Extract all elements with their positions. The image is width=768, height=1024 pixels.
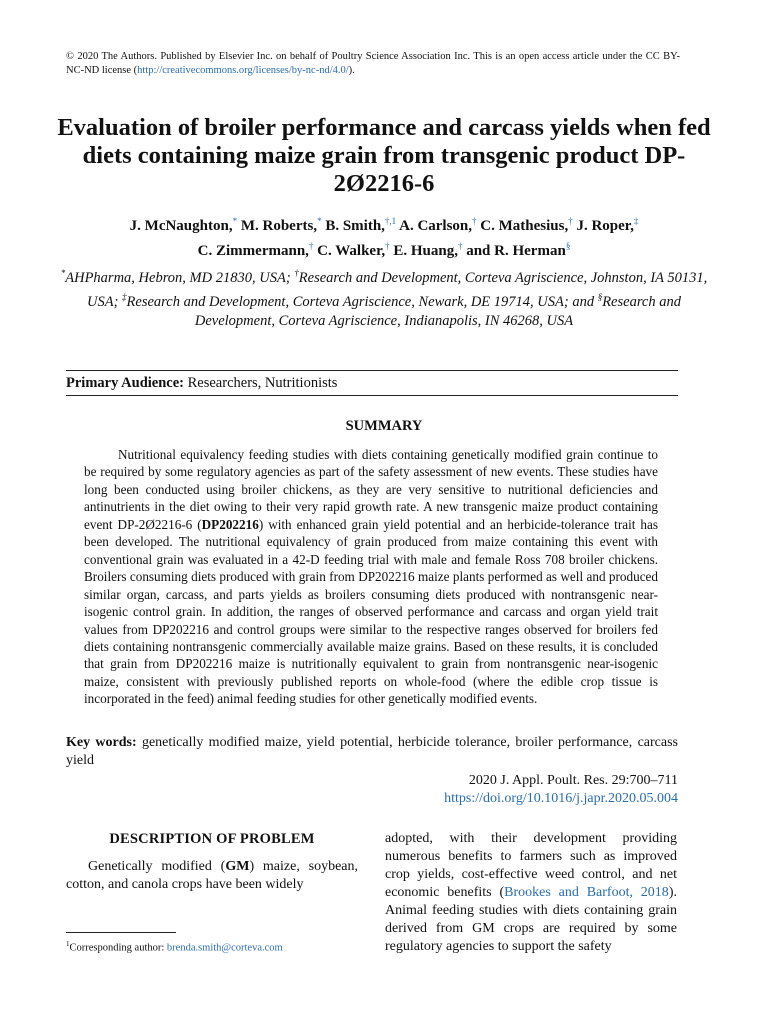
author[interactable]: and R. Herman§ <box>466 241 571 259</box>
summary-heading: SUMMARY <box>345 418 423 434</box>
author-mark: † <box>472 216 477 226</box>
divider-top <box>66 370 678 371</box>
license-link[interactable]: http://creativecommons.org/licenses/by-nc-nd/4.0/ <box>137 65 349 76</box>
keywords-value: genetically modified maize, yield potential, herbicide tolerance, broiler performance, carcass yield <box>66 735 678 768</box>
author[interactable]: J. Roper,‡ <box>576 216 639 234</box>
affiliations <box>60 264 708 331</box>
author-mark: † <box>308 241 314 251</box>
email-link[interactable]: brenda.smith@corteva.com <box>166 942 283 954</box>
affil-mark: § <box>597 291 603 302</box>
right-column: adopted, with their development providing numerous benefits to farmers such as improved crop yields, cost-effective weed control, and net economic benefits (Brookes and Barfoot, 2018). Animal feeding studies with diets containing grain derived from GM crops are required by some regulatory agencies to support the safety <box>385 831 677 954</box>
author[interactable]: M. Roberts,* <box>240 216 322 234</box>
author[interactable]: J. McNaughton,* <box>129 216 238 234</box>
author-mark: ‡ <box>633 216 639 226</box>
doi-link[interactable]: https://doi.org/10.1016/j.japr.2020.05.004 <box>444 791 678 806</box>
author[interactable]: C. Walker,† <box>317 241 390 259</box>
author-mark: § <box>565 241 571 251</box>
author-mark: † <box>457 241 463 251</box>
affil-text: Research and Development, Corteva Agriscience, Johnston, IA 50131, USA; <box>87 269 708 310</box>
author[interactable]: C. Zimmermann,† <box>197 241 314 259</box>
author[interactable]: B. Smith,$^{\dagger,1}$ <box>325 216 397 234</box>
footnote-label: Corresponding author: <box>69 942 167 954</box>
author-mark: * <box>317 216 322 226</box>
affil-text: Research and Development, Corteva Agriscience, Indianapolis, IN 46268, USA <box>194 293 681 329</box>
affil-text: AHPharma, Hebron, MD 21830, USA; <box>65 269 295 286</box>
author[interactable]: C. Mathesius,† <box>480 216 573 234</box>
affil-text: Research and Development, Corteva Agriscience, Newark, DE 19714, USA; and <box>126 293 598 310</box>
affil-mark: ‡ <box>122 291 127 302</box>
audience-value: Researchers, Nutritionists <box>184 375 338 391</box>
footnote-rule <box>66 932 176 933</box>
footnote <box>66 937 283 956</box>
license-text: © 2020 The Authors. Published by Elsevier Inc. on behalf of Poultry Science Association Inc. This is an open access article under the CC BY-NC-ND license ( <box>66 51 680 76</box>
author-mark: * <box>232 216 238 226</box>
license-notice <box>66 50 680 78</box>
affil-mark: * <box>60 268 66 278</box>
primary-audience <box>66 374 678 392</box>
journal-reference: 2020 J. Appl. Poult. Res. 29:700–711 <box>468 773 678 788</box>
footnote-mark: 1 <box>66 940 70 948</box>
author-mark: †,1 <box>384 216 397 226</box>
left-column <box>66 830 358 894</box>
keywords-label: Key words: <box>66 735 137 750</box>
author[interactable]: E. Huang,† <box>393 241 463 259</box>
citation <box>444 772 678 808</box>
key-words <box>66 734 678 770</box>
affil-mark: † <box>294 268 299 278</box>
section-heading: DESCRIPTION OF PROBLEM <box>109 831 315 847</box>
license-tail: ). <box>348 65 355 76</box>
reference-link[interactable]: Brookes and Barfoot, 2018 <box>504 885 669 900</box>
article-title: Evaluation of broiler performance and carcass yields when fed diets containing maize grain from transgenic product DP-2Ø2216-6 <box>57 114 711 197</box>
author-mark: † <box>385 241 390 251</box>
summary-text: Nutritional equivalency feeding studies with diets containing genetically modified grain continue to be required by some regulatory agencies as part of the safety assessment of new events. These studies have long been conducted using broiler chickens, as they are very sensitive to nutritional deficiencies and antinutrients in the diet owing to their very rapid growth rate. A new transgenic maize product containing event DP-2Ø2216-6 (DP202216) with enhanced grain yield potential and an herbicide-tolerance trait has been developed. The nutritional equivalency of grain produced from maize containing this event with conventional grain was evaluated in a 42-D feeding trial with male and female Ross 708 broiler chickens. Broilers consuming diets produced with grain from DP202216 maize plants performed as well and produced similar organ, carcass, and parts yields as broilers consuming diets produced with nontransgenic near-isogenic control grain. In addition, the ranges of observed performance and carcass and organ yield trait values from DP202216 and control groups were similar to the respective ranges observed for broilers fed diets containing nontransgenic commercially available maize grains. Based on these results, it is concluded that grain from DP202216 maize is nutritionally equivalent to grain from nontransgenic near-isogenic maize, consistent with previously published reports on whole-food (where the edible crop tissue is incorporated in the feed) animal feeding studies for other genetically modified events. <box>84 447 658 707</box>
body-paragraph: Genetically modified (GM) maize, soybean, cotton, and canola crops have been widely <box>66 859 358 892</box>
author-list <box>40 211 728 261</box>
audience-label: Primary Audience: <box>66 375 184 391</box>
author[interactable]: A. Carlson,† <box>399 216 477 234</box>
product-name: DP202216 <box>201 516 259 532</box>
divider-bottom <box>66 395 678 396</box>
author-mark: † <box>568 216 573 226</box>
